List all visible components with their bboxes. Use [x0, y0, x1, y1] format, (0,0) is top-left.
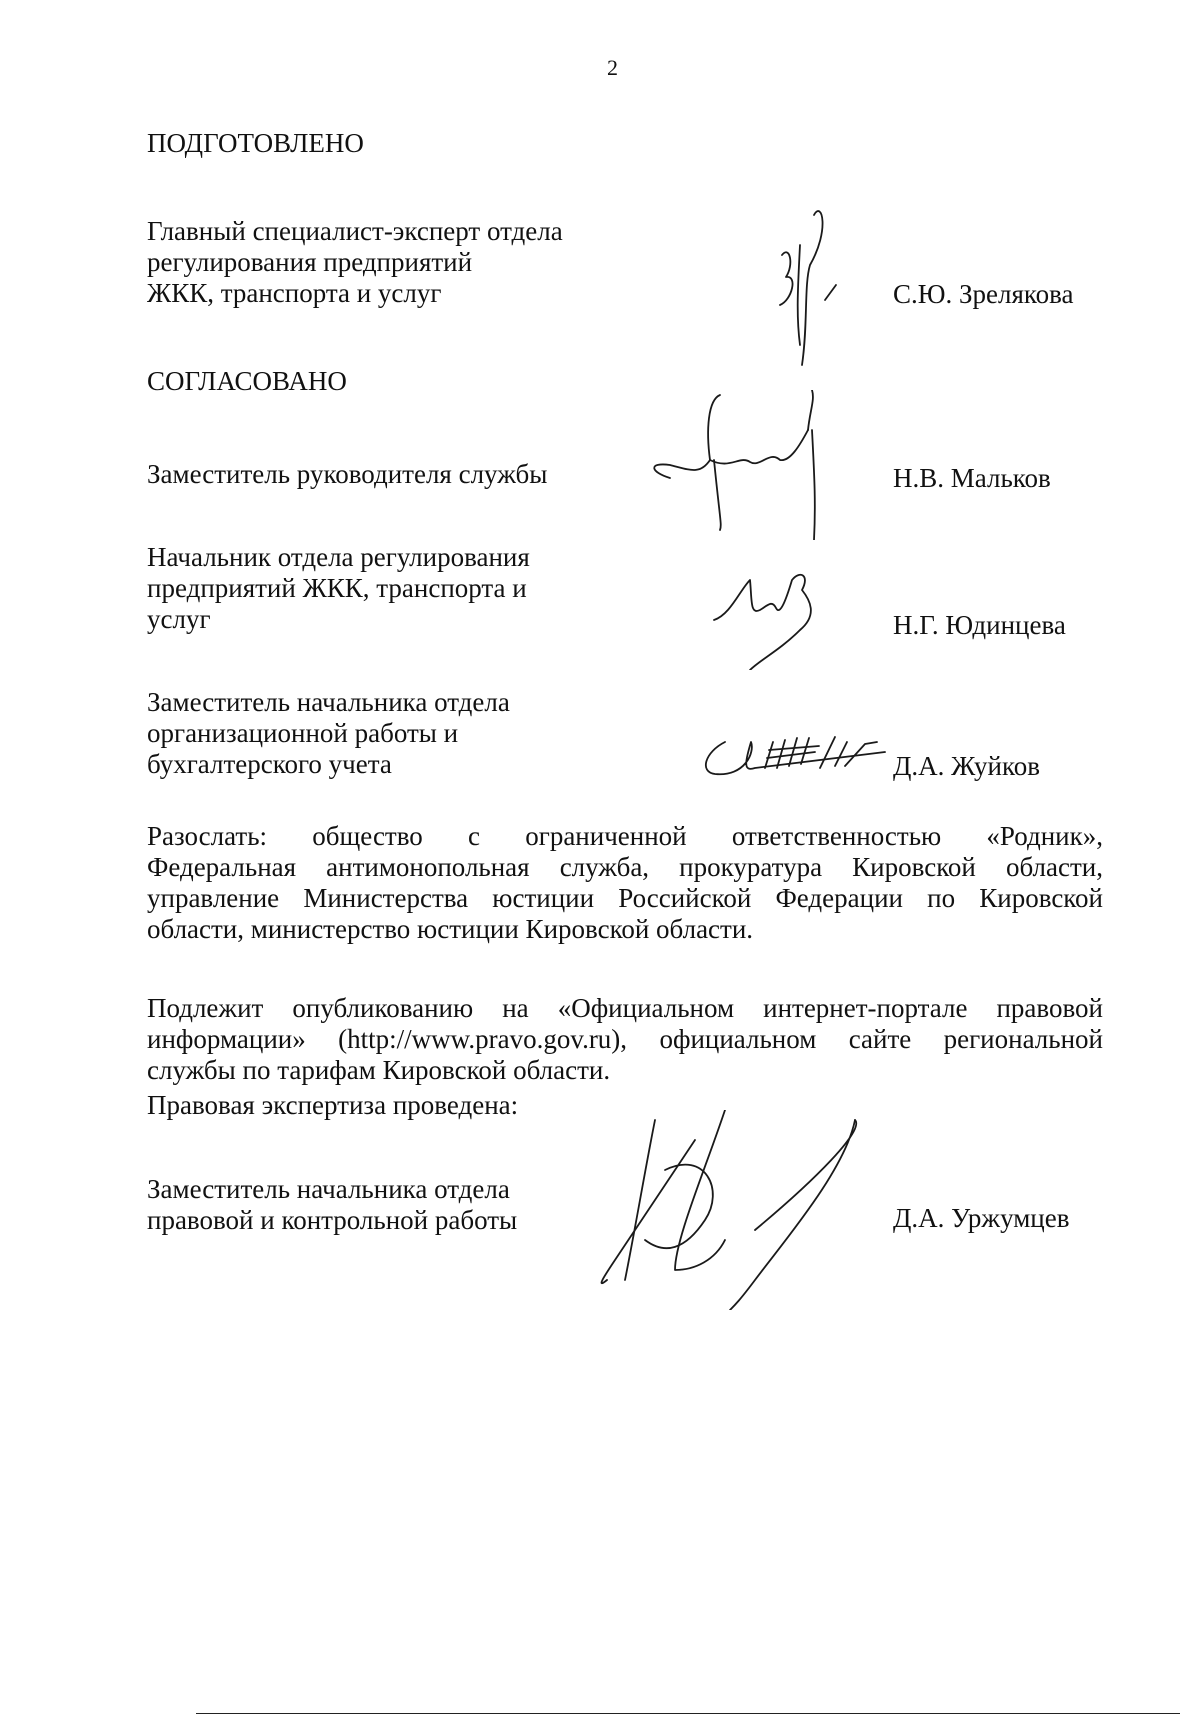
distribution-line: области, министерство юстиции Кировской области.: [147, 914, 754, 944]
signer-position: [147, 459, 547, 490]
position-line: Заместитель начальника отдела: [147, 1174, 510, 1204]
position-line: бухгалтерского учета: [147, 749, 392, 779]
publication-line: службы по тарифам Кировской области.: [147, 1055, 611, 1085]
legal-review-position: [147, 1174, 517, 1236]
position-line: Главный специалист-эксперт отдела: [147, 216, 563, 246]
position-line: предприятий ЖКК, транспорта и: [147, 573, 527, 603]
signer-name: Д.А. Жуйков: [893, 751, 1040, 781]
approved-heading: СОГЛАСОВАНО: [147, 366, 347, 396]
prepared-position: [147, 216, 563, 309]
position-line: регулирования предприятий: [147, 247, 473, 277]
position-line: Начальник отдела регулирования: [147, 542, 530, 572]
signature-zhuikov: [695, 722, 895, 792]
position-line: Заместитель начальника отдела: [147, 687, 510, 717]
signer-name: С.Ю. Зрелякова: [893, 279, 1074, 309]
position-line: организационной работы и: [147, 718, 459, 748]
publication-paragraph: [147, 993, 1103, 1086]
prepared-heading: ПОДГОТОВЛЕНО: [147, 128, 364, 158]
signature-urzhumtsev: [555, 1110, 885, 1310]
position-line: ЖКК, транспорта и услуг: [147, 278, 442, 308]
signer-position: [147, 687, 510, 780]
distribution-paragraph: [147, 821, 1103, 945]
signer-name: Н.В. Мальков: [893, 463, 1051, 493]
signer-name: Д.А. Уржумцев: [893, 1203, 1070, 1233]
distribution-line: управление Министерства юстиции Российской Федерации по Кировской: [147, 883, 1103, 913]
publication-line: информации» (http://www.pravo.gov.ru), официальном сайте региональной: [147, 1024, 1103, 1054]
position-line: Заместитель руководителя службы: [147, 459, 548, 489]
signer-position: [147, 542, 530, 635]
footer-rule: [196, 1713, 1180, 1714]
distribution-line: Федеральная антимонопольная служба, прокуратура Кировской области,: [147, 852, 1103, 882]
signer-name: Н.Г. Юдинцева: [893, 610, 1066, 640]
position-line: услуг: [147, 604, 211, 634]
publication-line: Подлежит опубликованию на «Официальном интернет-портале правовой: [147, 993, 1103, 1023]
position-line: правовой и контрольной работы: [147, 1205, 518, 1235]
page-number: 2: [607, 55, 618, 80]
distribution-line: Разослать: общество с ограниченной ответственностью «Родник»,: [147, 821, 1103, 851]
legal-review-statement: Правовая экспертиза проведена:: [147, 1090, 519, 1120]
signature-malkov: [630, 390, 830, 540]
signature-zrelyakova: [770, 205, 870, 375]
signature-yudintseva: [710, 560, 840, 670]
